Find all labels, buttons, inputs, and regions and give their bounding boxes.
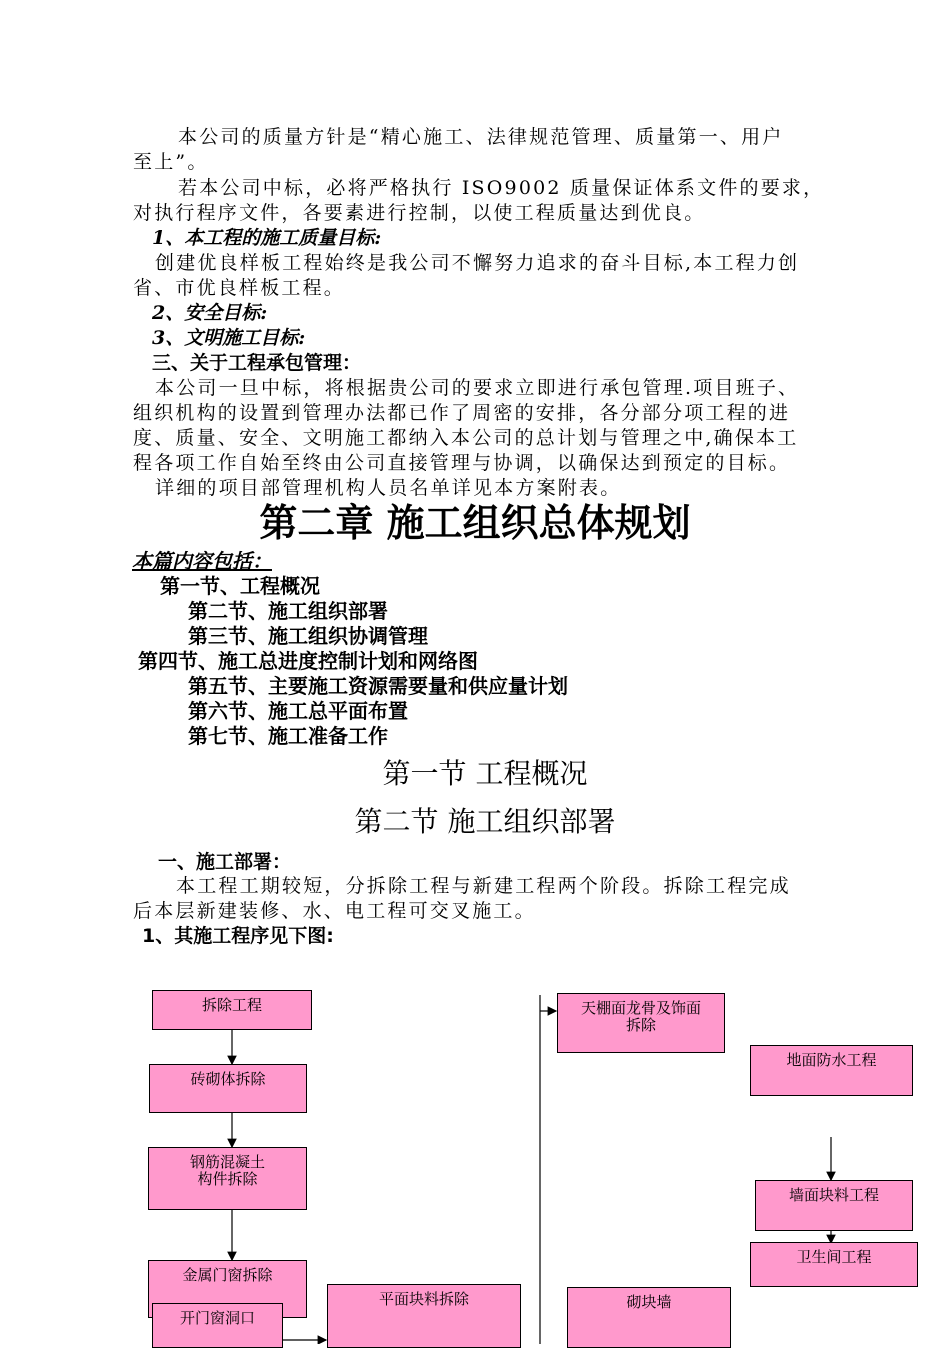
quality-policy-line-2: 至上”。 bbox=[133, 151, 209, 173]
toc-item-1: 第一节、工程概况 bbox=[160, 574, 320, 598]
contract-management-heading: 三、关于工程承包管理： bbox=[152, 352, 362, 374]
box-metal-window-demolition-label: 金属门窗拆除 bbox=[182, 1266, 273, 1284]
chapter-title: 第二章 施工组织总体规划 bbox=[259, 501, 691, 545]
box-wall-tiling bbox=[755, 1180, 913, 1231]
box-wall-tiling-label: 墙面块料工程 bbox=[788, 1186, 879, 1204]
box-ceiling-demolition-label-2: 拆除 bbox=[625, 1016, 656, 1034]
box-block-wall-label: 砌块墙 bbox=[626, 1293, 672, 1311]
contract-management-line-4: 程各项工作自始至终由公司直接管理与协调，以确保达到预定的目标。 bbox=[133, 452, 791, 474]
box-restroom-label: 卫生间工程 bbox=[796, 1248, 872, 1266]
sequence-heading: 1、其施工程序见下图: bbox=[142, 925, 334, 947]
box-rc-demolition-label-1: 钢筋混凝土 bbox=[189, 1153, 265, 1171]
box-demolition-label: 拆除工程 bbox=[201, 996, 262, 1014]
quality-goal-line-2: 省、市优良样板工程。 bbox=[133, 277, 346, 299]
box-demolition bbox=[152, 990, 312, 1030]
toc-intro: 本篇内容包括： bbox=[132, 549, 272, 573]
box-ceiling-demolition bbox=[557, 993, 725, 1053]
quality-goal-line-1: 创建优良样板工程始终是我公司不懈努力追求的奋斗目标,本工程力创 bbox=[155, 252, 800, 274]
box-restroom bbox=[750, 1242, 918, 1287]
box-floor-waterproofing-label: 地面防水工程 bbox=[786, 1051, 877, 1069]
contract-management-line-2: 组织机构的设置到管理办法都已作了周密的安排，各分部分项工程的进 bbox=[133, 402, 791, 424]
box-ceiling-demolition-label-1: 天棚面龙骨及饰面 bbox=[580, 999, 701, 1017]
toc-item-6: 第六节、施工总平面布置 bbox=[188, 699, 408, 723]
toc-item-7: 第七节、施工准备工作 bbox=[188, 724, 388, 748]
staff-list-note: 详细的项目部管理机构人员名单详见本方案附表。 bbox=[155, 477, 622, 499]
quality-goal-heading: 1、本工程的施工质量目标: bbox=[152, 227, 382, 249]
toc-item-5: 第五节、主要施工资源需要量和供应量计划 bbox=[188, 674, 568, 698]
contract-management-line-1: 本公司一旦中标，将根据贵公司的要求立即进行承包管理.项目班子、 bbox=[155, 377, 800, 399]
box-floor-waterproofing bbox=[750, 1045, 913, 1096]
box-floor-tile-demolition bbox=[327, 1284, 521, 1348]
contract-management-line-3: 度、质量、安全、文明施工都纳入本公司的总计划与管理之中,确保本工 bbox=[133, 427, 799, 449]
toc-item-4: 第四节、施工总进度控制计划和网络图 bbox=[138, 649, 478, 673]
section-1-title: 第一节 工程概况 bbox=[382, 757, 588, 790]
box-masonry-demolition bbox=[149, 1064, 307, 1113]
deployment-line-2: 后本层新建装修、水、电工程可交叉施工。 bbox=[133, 900, 536, 922]
civilized-construction-goal-heading: 3、文明施工目标: bbox=[152, 327, 306, 349]
iso-commitment-line-1: 若本公司中标，必将严格执行 ISO9002 质量保证体系文件的要求， bbox=[178, 177, 825, 199]
box-rc-demolition-label-2: 构件拆除 bbox=[197, 1170, 258, 1188]
deployment-heading: 一、施工部署： bbox=[158, 851, 292, 873]
deployment-line-1: 本工程工期较短，分拆除工程与新建工程两个阶段。拆除工程完成 bbox=[176, 875, 791, 897]
toc-item-3: 第三节、施工组织协调管理 bbox=[188, 624, 428, 648]
box-window-opening-label: 开门窗洞口 bbox=[179, 1309, 255, 1327]
box-floor-tile-demolition-label: 平面块料拆除 bbox=[378, 1290, 469, 1308]
box-masonry-demolition-label: 砖砌体拆除 bbox=[190, 1070, 266, 1088]
safety-goal-heading: 2、安全目标: bbox=[152, 302, 268, 324]
box-rc-demolition bbox=[148, 1147, 307, 1210]
section-2-title: 第二节 施工组织部署 bbox=[354, 805, 616, 838]
quality-policy-line-1: 本公司的质量方针是“精心施工、法律规范管理、质量第一、用户 bbox=[178, 126, 784, 148]
box-block-wall bbox=[567, 1287, 731, 1348]
iso-commitment-line-2: 对执行程序文件，各要素进行控制，以使工程质量达到优良。 bbox=[133, 202, 706, 224]
toc-item-2: 第二节、施工组织部署 bbox=[188, 599, 388, 623]
box-window-opening bbox=[152, 1303, 283, 1348]
